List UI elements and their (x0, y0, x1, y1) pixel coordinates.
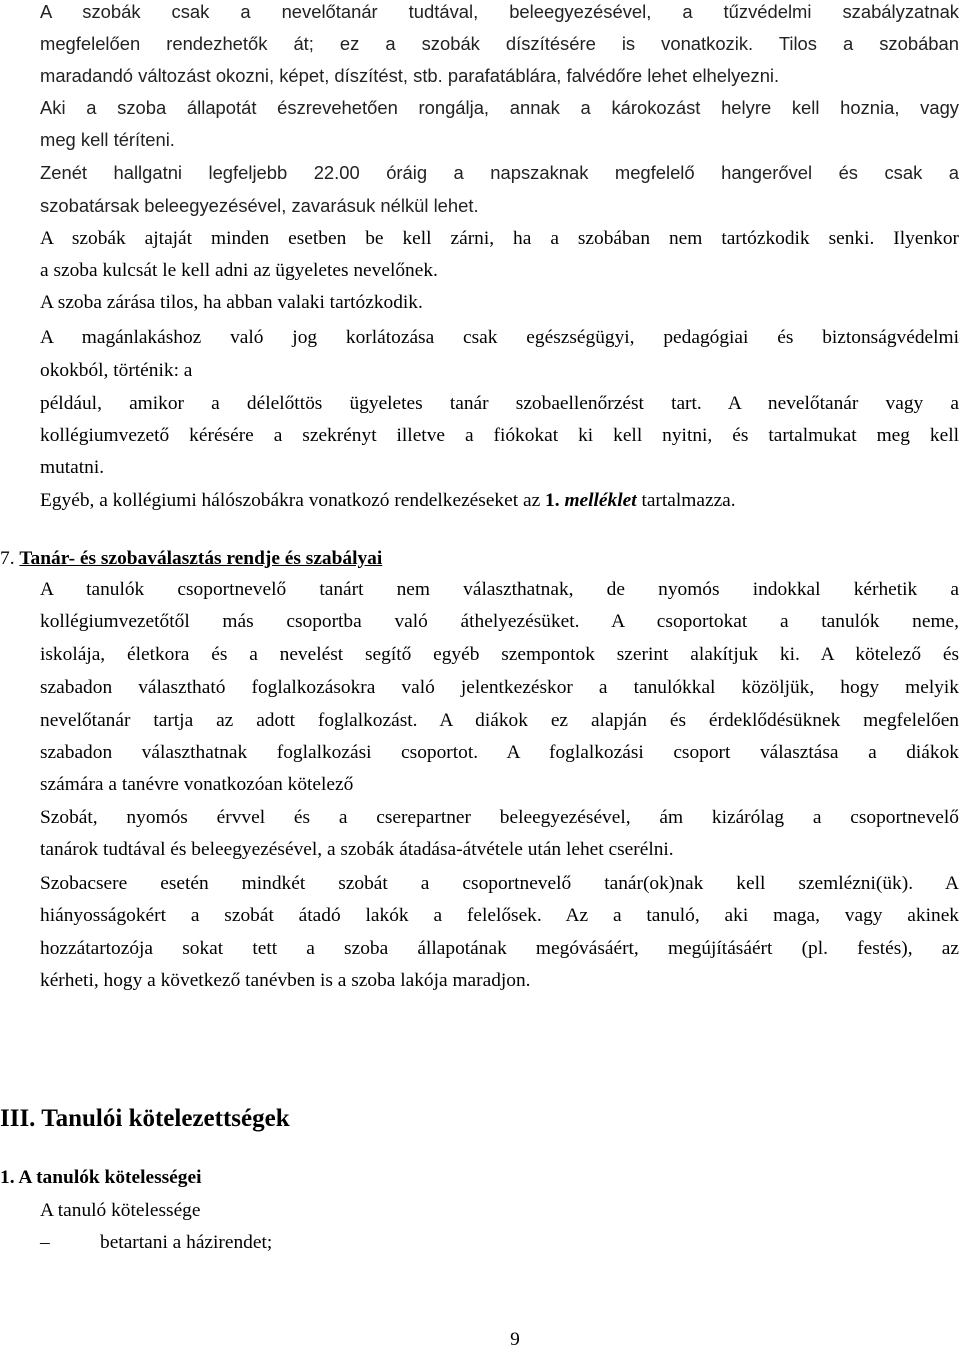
text-line: hiányosságokért a szobát átadó lakók a felelősek. Az a tanuló, aki maga, vagy akinek (40, 905, 959, 926)
text-line: mutatni. (40, 457, 105, 478)
text-line: nevelőtanár tartja az adott foglalkozást. A diákok ez alapján és érdeklődésüknek megfelelően (40, 710, 959, 731)
text-line: a szoba kulcsát le kell adni az ügyeletes nevelőnek. (40, 260, 438, 281)
attachment-number: 1. (545, 490, 560, 511)
section-7-title: Tanár- és szobaválasztás rendje és szabályai (19, 548, 383, 569)
text-line: A szobák csak a nevelőtanár tudtával, beleegyezésével, a tűzvédelmi szabályzatnak (40, 1, 959, 22)
other-rules-prefix: Egyéb, a kollégiumi hálószobákra vonatkozó rendelkezéseket az (40, 490, 546, 511)
text-line: például, amikor a délelőttös ügyeletes tanár szobaellenőrzést tart. A nevelőtanár vagy a (40, 393, 959, 414)
other-rules-suffix: tartalmazza. (636, 490, 736, 511)
text-line: tanárok tudtával és beleegyezésével, a szobák átadása-átvétele után lehet cserélni. (40, 839, 674, 860)
text-line: kollégiumvezető kérésére a szekrényt illetve a fiókokat ki kell nyitni, és tartalmukat meg kell (40, 425, 959, 446)
text-line: számára a tanévre vonatkozóan kötelező (40, 774, 354, 795)
page-number: 9 (510, 1329, 520, 1350)
subsection-heading: 1. A tanulók kötelességei (0, 1167, 202, 1188)
text-line: Zenét hallgatni legfeljebb 22.00 óráig a napszaknak megfelelő hangerővel és csak a (40, 162, 959, 183)
text-line: meg kell téríteni. (40, 129, 175, 150)
text-line: okokból, történik: a (40, 360, 193, 381)
text-line: iskolája, életkora és a nevelést segítő egyéb szempontok szerint alakítjuk ki. A kötelező és (40, 644, 959, 665)
text-line: A szobák ajtaját minden esetben be kell zárni, ha a szobában nem tartózkodik senki. Ilyenkor (40, 228, 959, 249)
section-III-heading: III. Tanulói kötelezettségek (0, 1105, 290, 1132)
text-line: szobatársak beleegyezésével, zavarásuk nélkül lehet. (40, 195, 479, 216)
dash-bullet-icon: – (40, 1232, 50, 1253)
text-line: Szobát, nyomós érvvel és a cserepartner beleegyezésével, ám kizárólag a csoportnevelő (40, 807, 959, 828)
list-item (40, 1231, 272, 1255)
text-line: szabadon választhatnak foglalkozási csoportot. A foglalkozási csoport választása a diákok (40, 742, 959, 763)
text-line: A tanulók csoportnevelő tanárt nem választhatnak, de nyomós indokkal kérhetik a (40, 579, 959, 600)
other-rules-line (40, 489, 959, 513)
text-line: hozzátartozója sokat tett a szoba állapotának megóvásáért, megújításáért (pl. festés), az (40, 938, 959, 959)
text-line: kérheti, hogy a következő tanévben is a szoba lakója maradjon. (40, 970, 531, 991)
text-line: A szoba zárása tilos, ha abban valaki tartózkodik. (40, 292, 423, 313)
list-item-text: betartani a házirendet; (100, 1232, 273, 1253)
text-line: Aki a szoba állapotát észrevehetően rongálja, annak a károkozást helyre kell hoznia, vagy (40, 97, 959, 118)
text-line: A magánlakáshoz való jog korlátozása csak egészségügyi, pedagógiai és biztonságvédelmi (40, 327, 959, 348)
section-7-heading (0, 547, 382, 571)
section-7-number: 7. (0, 548, 15, 569)
text-line: megfelelően rendezhetők át; ez a szobák díszítésére is vonatkozik. Tilos a szobában (40, 33, 959, 54)
duties-intro: A tanuló kötelessége (40, 1200, 201, 1221)
text-line: Szobacsere esetén mindkét szobát a csoportnevelő tanár(ok)nak kell szemlézni(ük). A (40, 873, 959, 894)
text-line: szabadon választható foglalkozásokra való jelentkezéskor a tanulókkal közöljük, hogy melyik (40, 677, 959, 698)
attachment-reference: melléklet (564, 490, 637, 511)
text-line: maradandó változást okozni, képet, díszítést, stb. parafatáblára, falvédőre lehet elhelyezni. (40, 65, 780, 86)
text-line: kollégiumvezetőtől más csoportba való áthelyezésüket. A csoportokat a tanulók neme, (40, 611, 959, 632)
